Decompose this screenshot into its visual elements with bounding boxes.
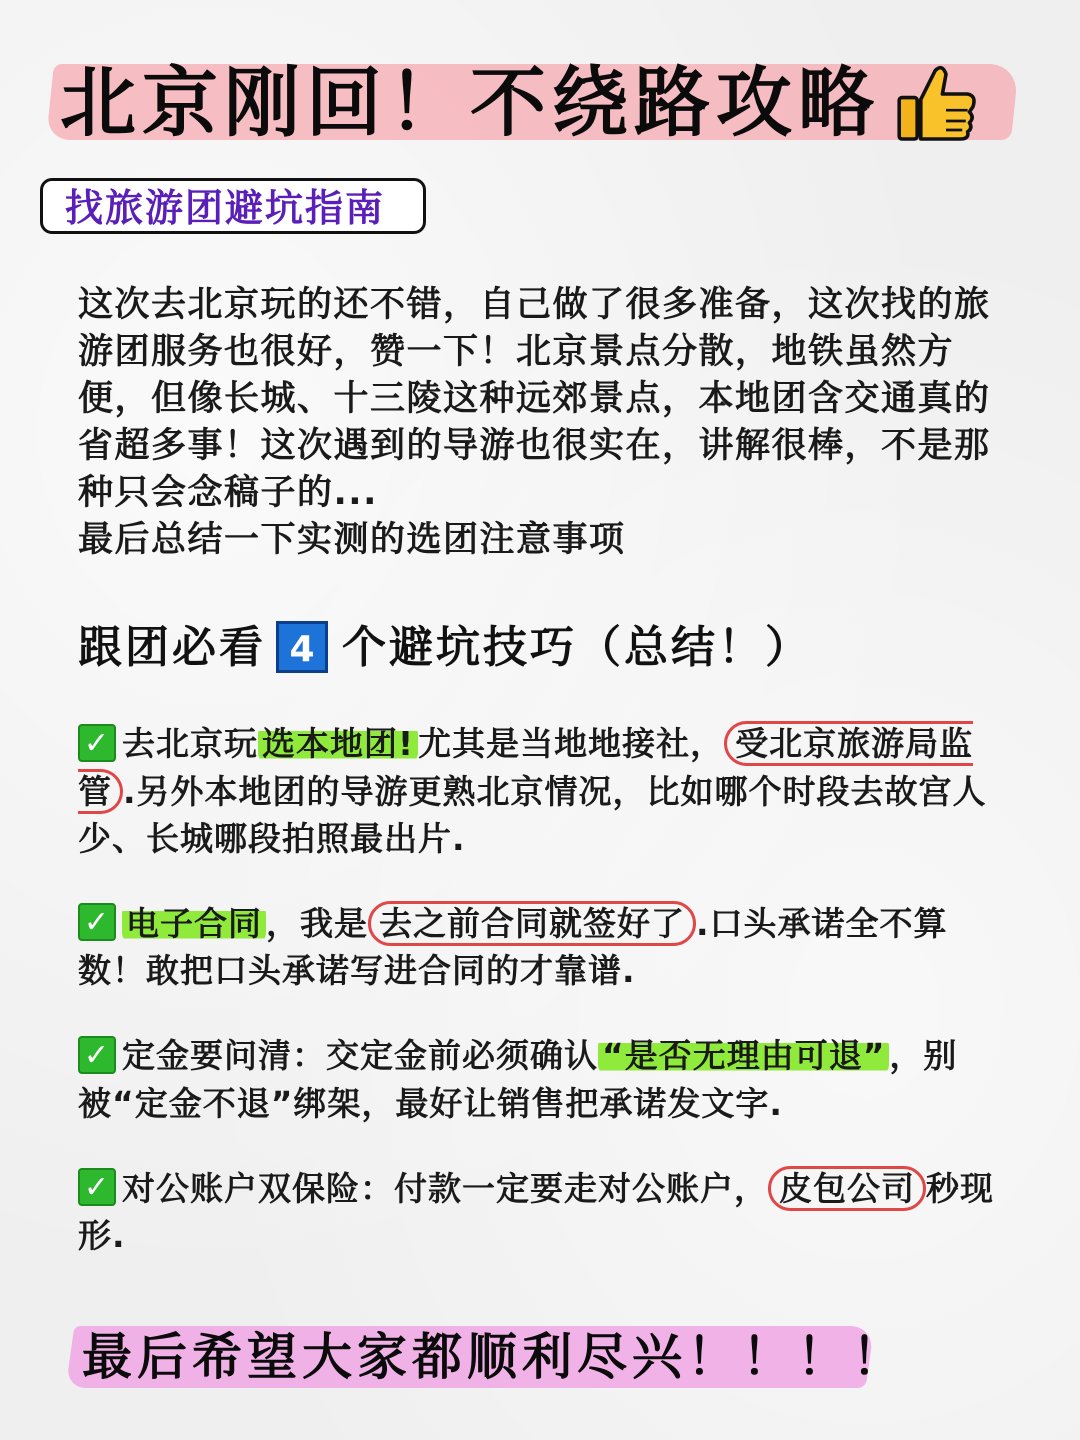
thumbs-up-icon — [892, 58, 982, 148]
green-highlight-text: “是否无理由可退” — [598, 1036, 889, 1075]
tip-text: 尤其是当地地接社， — [418, 724, 725, 763]
title-block — [40, 52, 1040, 152]
section-heading-prefix: 跟团必看 — [78, 622, 266, 673]
check-mark-icon: ✓ — [78, 724, 116, 762]
tip-text: 去北京玩 — [122, 724, 258, 763]
tip-text: .另外本地团的导游更熟北京情况，比如哪个时段去故宫人少、长城哪段拍照最出片. — [78, 771, 987, 858]
ending-text: 最后希望大家都顺利尽兴！！！！ — [82, 1328, 907, 1386]
ending-block — [70, 1318, 907, 1398]
tip-text: .口头承诺全不算数！敢把口头承诺写进合同的才靠谱. — [78, 903, 948, 990]
intro-paragraph: 这次去北京玩的还不错，自己做了很多准备，这次找的旅游团服务也很好，赞一下！北京景点分散，地铁虽然方便，但像长城、十三陵这种远郊景点，本地团含交通真的省超多事！这次遇到的导游也很实在，讲解很棒，不是那种只会念稿子的... — [78, 285, 991, 513]
green-highlight-text: 选本地团! — [258, 724, 418, 763]
circled-text: 皮包公司 — [768, 1166, 926, 1211]
tip-text: ，别被“定金不退”绑架，最好让销售把承诺发文字. — [78, 1036, 958, 1123]
page-title: 北京刚回！不绕路攻略 — [60, 58, 880, 147]
circled-text: 受北京旅游局监管 — [78, 721, 973, 814]
green-highlight-text: 电子合同 — [122, 904, 266, 943]
section-heading-suffix: 个避坑技巧（总结！） — [342, 622, 812, 673]
guide-tag-label: 找旅游团避坑指南 — [65, 186, 386, 230]
number-badge: 4 — [276, 621, 328, 673]
tip-item — [78, 900, 1008, 995]
circled-text: 去之前合同就签好了 — [368, 901, 696, 946]
tip-item — [78, 1032, 1008, 1127]
tips-list — [78, 720, 1008, 1297]
check-mark-icon: ✓ — [78, 1036, 116, 1074]
intro-text — [78, 282, 1008, 564]
tip-text: 对公账户双保险：付款一定要走对公账户， — [122, 1168, 768, 1208]
tip-text: 秒现形. — [78, 1168, 994, 1255]
tip-item — [78, 1165, 1008, 1260]
section-heading — [78, 618, 812, 678]
tip-item — [78, 720, 1008, 862]
tip-text: ，我是 — [266, 903, 368, 943]
check-mark-icon: ✓ — [78, 903, 116, 941]
guide-tag — [40, 178, 426, 234]
check-mark-icon: ✓ — [78, 1168, 116, 1206]
tip-text: 定金要问清：交定金前必须确认 — [122, 1036, 598, 1075]
intro-summary-line: 最后总结一下实测的选团注意事项 — [78, 520, 626, 560]
